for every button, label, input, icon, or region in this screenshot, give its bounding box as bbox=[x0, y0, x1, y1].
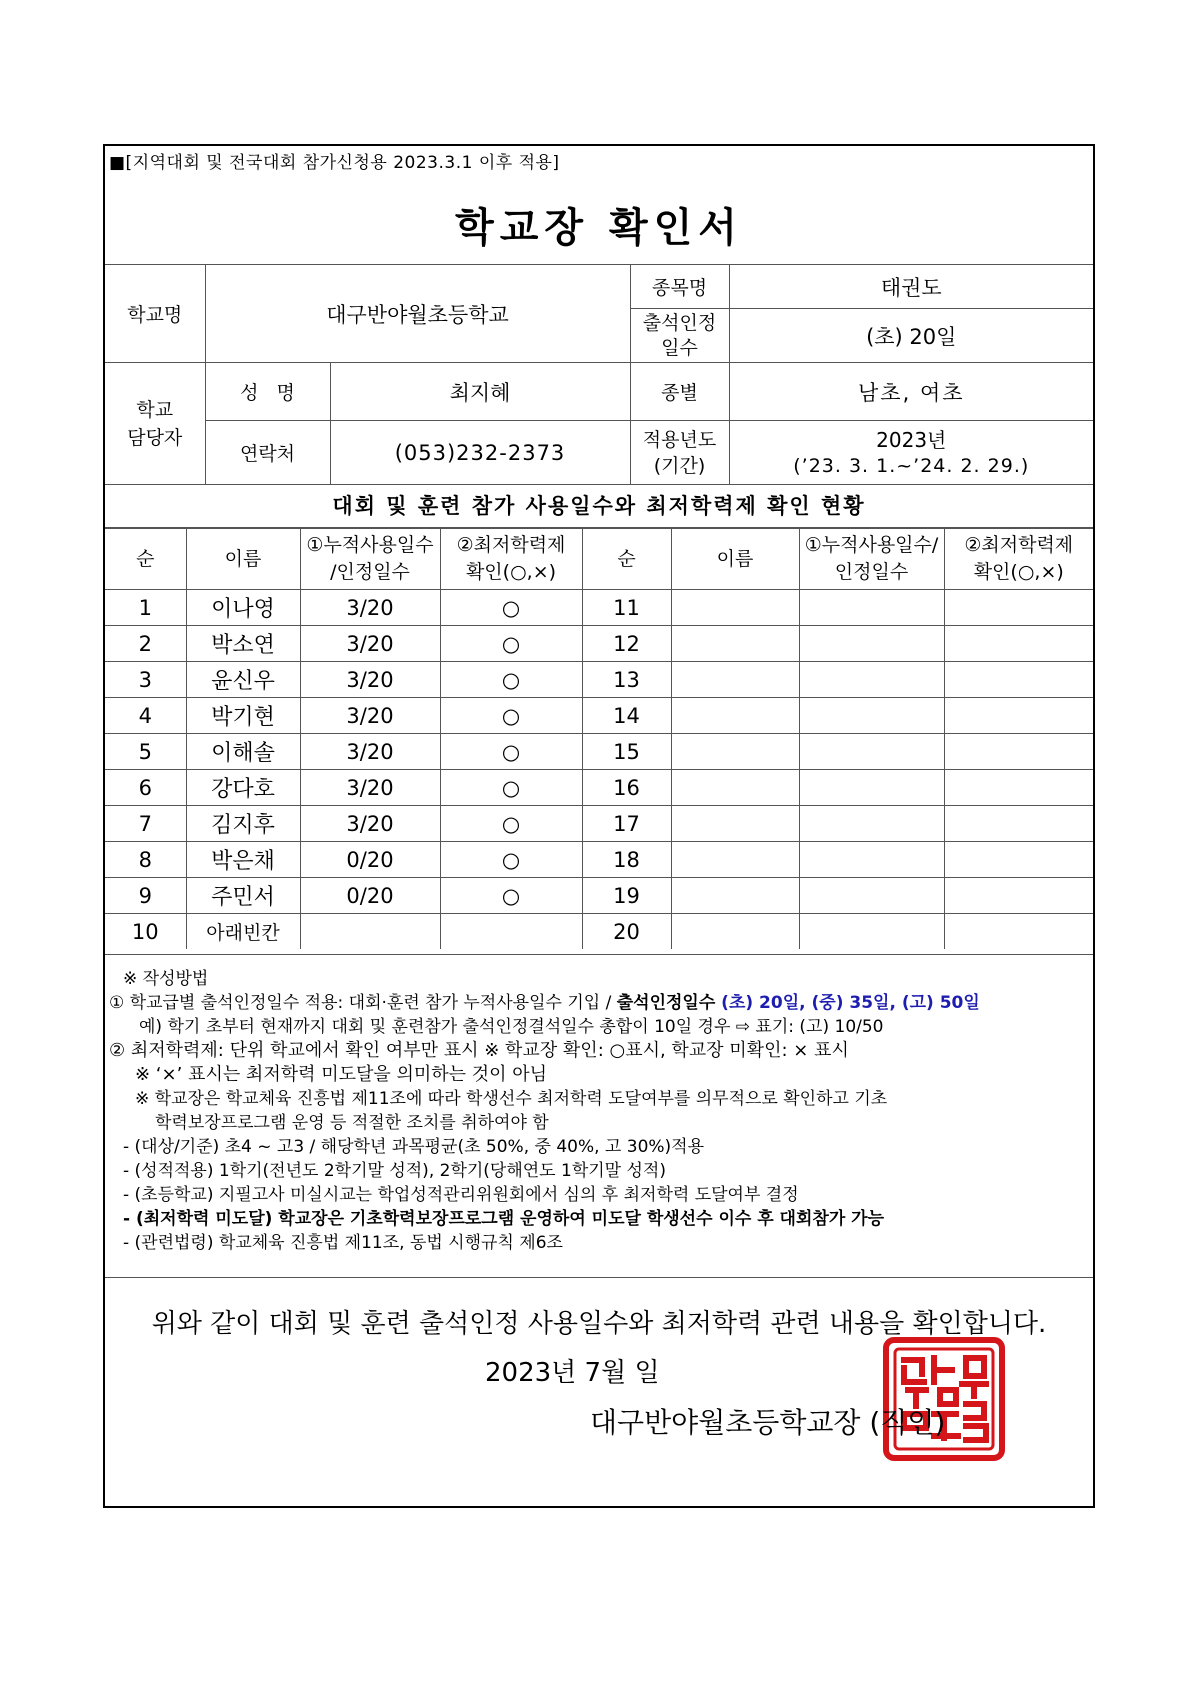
student-name: 박소연 bbox=[186, 626, 300, 662]
roster-body bbox=[105, 590, 1093, 950]
note-1 bbox=[109, 991, 980, 1015]
used-days: 3/20 bbox=[300, 590, 440, 626]
roster-header-row bbox=[105, 529, 1093, 590]
table-row bbox=[105, 878, 1093, 914]
header-used-right: ①누적사용일수/ 인정일수 bbox=[799, 529, 944, 590]
student-name: 박은채 bbox=[186, 842, 300, 878]
academic-check: ○ bbox=[440, 878, 582, 914]
year-period: (’23. 3. 1.~’24. 2. 29.) bbox=[793, 454, 1030, 477]
table-row bbox=[105, 770, 1093, 806]
detail-5: - (관련법령) 학교체육 진흥법 제11조, 동법 시행규칙 제6조 bbox=[123, 1233, 563, 1253]
student-name-right bbox=[671, 734, 799, 770]
detail-2: - (성적적용) 1학기(전년도 2학기말 성적), 2학기(당해연도 1학기말 성적) bbox=[123, 1161, 666, 1181]
academic-check: ○ bbox=[440, 698, 582, 734]
student-name-right bbox=[671, 590, 799, 626]
note-1-example: 예) 학기 초부터 현재까지 대회 및 훈련참가 출석인정결석일수 총합이 10일 경우 ⇨ 표기: (고) 10/50 bbox=[139, 1017, 884, 1037]
table-row bbox=[105, 914, 1093, 950]
academic-check: ○ bbox=[440, 806, 582, 842]
info-table bbox=[105, 264, 1093, 485]
note-2-a: ※ ‘×’ 표시는 최저학력 미도달을 의미하는 것이 아님 bbox=[135, 1064, 548, 1085]
used-days-right bbox=[799, 914, 944, 950]
row-number-right: 20 bbox=[582, 914, 671, 950]
header-no-right: 순 bbox=[582, 529, 671, 590]
table-row bbox=[105, 590, 1093, 626]
used-days: 0/20 bbox=[300, 878, 440, 914]
page-title: 학교장 확인서 bbox=[455, 205, 743, 251]
row-number: 2 bbox=[105, 626, 186, 662]
used-days-right bbox=[799, 842, 944, 878]
row-number: 8 bbox=[105, 842, 186, 878]
table-row bbox=[105, 698, 1093, 734]
row-number-right: 16 bbox=[582, 770, 671, 806]
contact-value: (053)232-2373 bbox=[330, 421, 630, 485]
name-label: 성 명 bbox=[205, 363, 330, 421]
student-name: 강다호 bbox=[186, 770, 300, 806]
academic-check-right bbox=[944, 698, 1093, 734]
notes-heading: ※ 작성방법 bbox=[123, 969, 209, 989]
academic-check-right bbox=[944, 590, 1093, 626]
row-number: 10 bbox=[105, 914, 186, 950]
instructions-section bbox=[105, 954, 1093, 1278]
row-number-right: 18 bbox=[582, 842, 671, 878]
row-number: 6 bbox=[105, 770, 186, 806]
student-name-right bbox=[671, 626, 799, 662]
academic-check-right bbox=[944, 914, 1093, 950]
school-name: 대구반야월초등학교 bbox=[205, 265, 630, 363]
used-days-right bbox=[799, 590, 944, 626]
academic-check-right bbox=[944, 770, 1093, 806]
student-name-right bbox=[671, 806, 799, 842]
used-days: 3/20 bbox=[300, 626, 440, 662]
note-2: ② 최저학력제: 단위 학교에서 확인 여부만 표시 ※ 학교장 확인: ○표시, 학교장 미확인: × 표시 bbox=[109, 1040, 849, 1061]
detail-3: - (초등학교) 지필고사 미실시교는 학업성적관리위원회에서 심의 후 최저학력 도달여부 결정 bbox=[123, 1185, 799, 1205]
academic-check: ○ bbox=[440, 590, 582, 626]
confirm-statement: 위와 같이 대회 및 훈련 출석인정 사용일수와 최저학력 관련 내용을 확인합니다. bbox=[151, 1309, 1047, 1339]
header-check-right: ②최저학력제 확인(○,×) bbox=[944, 529, 1093, 590]
academic-check-right bbox=[944, 626, 1093, 662]
row-number: 9 bbox=[105, 878, 186, 914]
used-days: 3/20 bbox=[300, 806, 440, 842]
student-name-right bbox=[671, 698, 799, 734]
used-days: 3/20 bbox=[300, 662, 440, 698]
used-days: 0/20 bbox=[300, 842, 440, 878]
used-days-right bbox=[799, 806, 944, 842]
year-value: 2023년 bbox=[876, 427, 947, 452]
attend-label: 출석인정 일수 bbox=[630, 309, 729, 363]
row-number: 1 bbox=[105, 590, 186, 626]
academic-check: ○ bbox=[440, 842, 582, 878]
student-name: 아래빈칸 bbox=[186, 914, 300, 950]
row-number: 5 bbox=[105, 734, 186, 770]
date-line: 2023년 7월 일 bbox=[485, 1358, 660, 1388]
school-label: 학교명 bbox=[105, 265, 205, 363]
used-days: 3/20 bbox=[300, 698, 440, 734]
header-check: ②최저학력제 확인(○,×) bbox=[440, 529, 582, 590]
academic-check-right bbox=[944, 806, 1093, 842]
academic-check: ○ bbox=[440, 770, 582, 806]
row-number-right: 17 bbox=[582, 806, 671, 842]
student-name: 주민서 bbox=[186, 878, 300, 914]
header-no: 순 bbox=[105, 529, 186, 590]
header-name: 이름 bbox=[186, 529, 300, 590]
header-used: ①누적사용일수 /인정일수 bbox=[300, 529, 440, 590]
name-value: 최지혜 bbox=[330, 363, 630, 421]
row-number: 7 bbox=[105, 806, 186, 842]
note-1-text: ① 학교급별 출석인정일수 적용: 대회·훈련 참가 누적사용일수 기입 / bbox=[109, 993, 617, 1013]
student-name-right bbox=[671, 842, 799, 878]
row-number-right: 19 bbox=[582, 878, 671, 914]
table-row bbox=[105, 806, 1093, 842]
student-name: 이해솔 bbox=[186, 734, 300, 770]
category-value: 남초, 여초 bbox=[729, 363, 1093, 421]
roster-table bbox=[105, 528, 1093, 949]
student-name: 이나영 bbox=[186, 590, 300, 626]
note-2-b: ※ 학교장은 학교체육 진흥법 제11조에 따라 학생선수 최저학력 도달여부를 의무적으로 확인하고 기초 bbox=[135, 1089, 888, 1109]
used-days-right bbox=[799, 770, 944, 806]
student-name: 박기현 bbox=[186, 698, 300, 734]
year-cell bbox=[729, 421, 1093, 485]
student-name: 윤신우 bbox=[186, 662, 300, 698]
signer-line: 대구반야월초등학교장 (직인) bbox=[590, 1406, 946, 1439]
event-value: 태권도 bbox=[729, 265, 1093, 309]
header-note: ■[지역대회 및 전국대회 참가신청용 2023.3.1 이후 적용] bbox=[109, 153, 560, 173]
academic-check: ○ bbox=[440, 626, 582, 662]
event-label: 종목명 bbox=[630, 265, 729, 309]
academic-check-right bbox=[944, 878, 1093, 914]
official-seal-icon bbox=[882, 1336, 1006, 1462]
used-days bbox=[300, 914, 440, 950]
header-name-right: 이름 bbox=[671, 529, 799, 590]
student-name-right bbox=[671, 914, 799, 950]
used-days: 3/20 bbox=[300, 770, 440, 806]
detail-4: - (최저학력 미도달) 학교장은 기초학력보장프로그램 운영하여 미도달 학생선수 이수 후 대회참가 가능 bbox=[123, 1209, 884, 1229]
row-number-right: 13 bbox=[582, 662, 671, 698]
academic-check: ○ bbox=[440, 662, 582, 698]
academic-check-right bbox=[944, 842, 1093, 878]
certificate-frame bbox=[103, 144, 1095, 1508]
year-label: 적용년도 (기간) bbox=[630, 421, 729, 485]
student-name-right bbox=[671, 770, 799, 806]
row-number-right: 11 bbox=[582, 590, 671, 626]
note-1-days: (초) 20일, (중) 35일, (고) 50일 bbox=[721, 993, 980, 1013]
used-days-right bbox=[799, 878, 944, 914]
row-number: 4 bbox=[105, 698, 186, 734]
used-days: 3/20 bbox=[300, 734, 440, 770]
manager-label: 학교 담당자 bbox=[105, 363, 205, 485]
row-number-right: 12 bbox=[582, 626, 671, 662]
used-days-right bbox=[799, 734, 944, 770]
table-row bbox=[105, 662, 1093, 698]
row-number: 3 bbox=[105, 662, 186, 698]
academic-check-right bbox=[944, 662, 1093, 698]
student-name-right bbox=[671, 662, 799, 698]
used-days-right bbox=[799, 626, 944, 662]
note-1-bold: 출석인정일수 bbox=[616, 993, 722, 1013]
academic-check bbox=[440, 914, 582, 950]
table-row bbox=[105, 734, 1093, 770]
contact-label: 연락처 bbox=[205, 421, 330, 485]
used-days-right bbox=[799, 662, 944, 698]
table-row bbox=[105, 842, 1093, 878]
used-days-right bbox=[799, 698, 944, 734]
student-name: 김지후 bbox=[186, 806, 300, 842]
category-label: 종별 bbox=[630, 363, 729, 421]
detail-1: - (대상/기준) 초4 ~ 고3 / 해당학년 과목평균(초 50%, 중 40%, 고 30%)적용 bbox=[123, 1137, 705, 1157]
row-number-right: 15 bbox=[582, 734, 671, 770]
student-name-right bbox=[671, 878, 799, 914]
roster-title: 대회 및 훈련 참가 사용일수와 최저학력제 확인 현황 bbox=[105, 484, 1093, 528]
row-number-right: 14 bbox=[582, 698, 671, 734]
attend-value: (초) 20일 bbox=[729, 309, 1093, 363]
academic-check: ○ bbox=[440, 734, 582, 770]
table-row bbox=[105, 626, 1093, 662]
academic-check-right bbox=[944, 734, 1093, 770]
note-2-b2: 학력보장프로그램 운영 등 적절한 조치를 취하여야 함 bbox=[155, 1113, 549, 1133]
